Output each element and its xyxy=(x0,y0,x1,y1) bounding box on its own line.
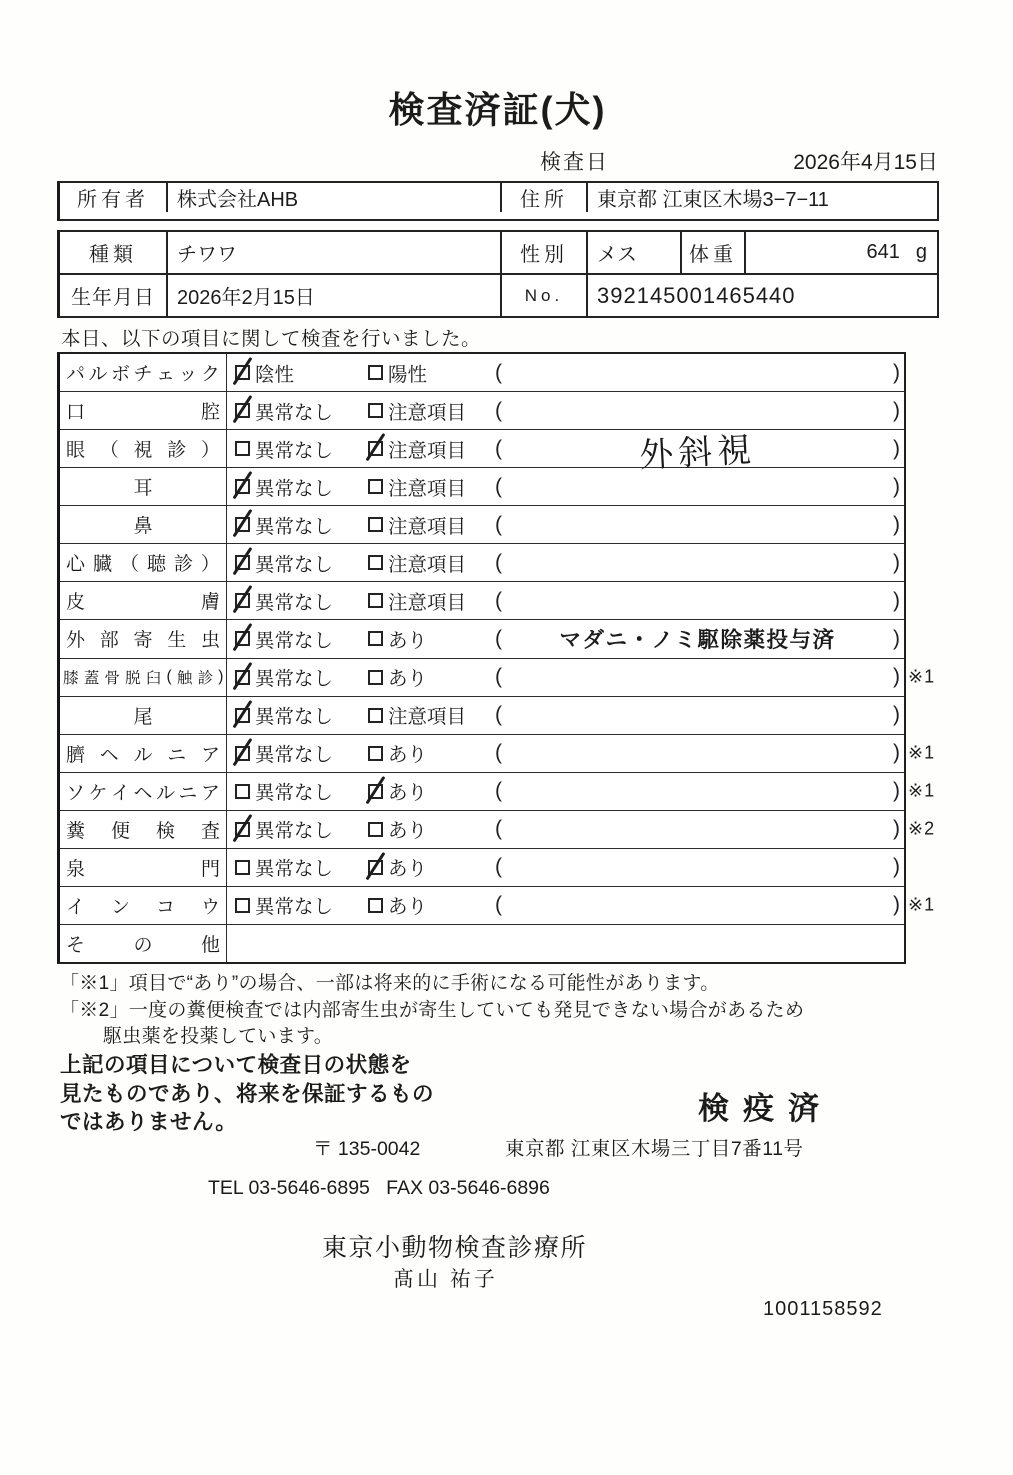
footnote-2-continued: 駆虫薬を投薬しています。 xyxy=(103,1026,334,1047)
option-1-label: 異常なし xyxy=(255,629,334,652)
inspection-row xyxy=(60,354,904,391)
birth-label: 生年月日 xyxy=(71,287,155,309)
footnote-ref: ※2 xyxy=(908,818,936,839)
paren-close: ) xyxy=(893,512,900,536)
option-2 xyxy=(368,354,427,391)
remark-value: 外斜視 xyxy=(638,431,758,476)
inspection-item-label: 口 腔 xyxy=(60,392,227,429)
option-2-label: あり xyxy=(388,629,428,652)
inspection-row-content xyxy=(227,887,936,924)
inspection-row-content xyxy=(227,430,904,476)
owner-row xyxy=(60,183,937,212)
option-2 xyxy=(368,735,427,772)
option-1 xyxy=(235,430,333,467)
option-2 xyxy=(368,582,466,619)
option-1-label: 異常なし xyxy=(255,782,334,805)
option-2-label: あり xyxy=(388,744,428,767)
checkmark-icon xyxy=(365,433,385,461)
inspection-row xyxy=(60,886,936,924)
inspection-row-content xyxy=(227,354,904,391)
inspection-item-label: 外 部 寄 生 虫 xyxy=(60,620,227,657)
weight-label: 体重 xyxy=(680,232,744,273)
option-2-label: 注意項目 xyxy=(388,439,467,462)
remark-field xyxy=(495,773,900,810)
checkmark-icon xyxy=(232,547,252,575)
remark-field xyxy=(495,582,900,619)
sex-value: メス xyxy=(586,232,680,273)
option-1-label: 異常なし xyxy=(255,896,334,919)
option-1 xyxy=(235,773,333,810)
checkbox-icon xyxy=(235,403,250,418)
inspection-item-label: 尾 xyxy=(60,697,227,734)
no-label: No. xyxy=(500,275,586,316)
footnote-ref: ※1 xyxy=(908,894,936,915)
inspection-row-content xyxy=(227,925,904,962)
checkbox-icon xyxy=(235,555,250,570)
footnote-2: 「※2」一度の糞便検査では内部寄生虫が寄生していても発見できない場合があるため xyxy=(60,1000,805,1021)
document-title: 検査済証(犬) xyxy=(388,89,607,130)
paren-open: ( xyxy=(495,550,502,574)
checkbox-icon xyxy=(235,670,250,685)
footnote-ref: ※1 xyxy=(908,666,936,687)
checkbox-icon xyxy=(368,479,383,494)
inspection-row xyxy=(60,810,936,848)
option-2 xyxy=(368,659,427,696)
inspection-row-content xyxy=(227,582,904,619)
inspection-row-content xyxy=(227,773,936,810)
remark-field xyxy=(495,659,900,696)
serial-number: 1001158592 xyxy=(763,1298,883,1320)
checkbox-icon xyxy=(235,631,250,646)
paren-open: ( xyxy=(495,779,502,803)
option-1-label: 異常なし xyxy=(255,744,334,767)
checkbox-icon xyxy=(368,746,383,761)
option-1 xyxy=(235,811,333,848)
clinic-address: 東京都 江東区木場三丁目7番11号 xyxy=(505,1138,804,1160)
intro-text: 本日、以下の項目に関して検査を行いました。 xyxy=(61,328,482,350)
paren-close: ) xyxy=(893,588,900,612)
checkbox-icon xyxy=(235,517,250,532)
animal-table xyxy=(57,230,939,318)
option-2-label: 陽性 xyxy=(388,363,428,386)
inspection-row xyxy=(60,696,904,734)
checkbox-icon xyxy=(368,365,383,380)
paren-close: ) xyxy=(893,398,900,422)
checkbox-icon xyxy=(368,441,383,456)
address-label: 住所 xyxy=(500,183,586,212)
option-2 xyxy=(368,544,466,581)
inspection-item-label: 鼻 xyxy=(60,506,227,543)
remark-field xyxy=(495,887,900,924)
checkmark-icon xyxy=(232,471,252,499)
checkbox-icon xyxy=(368,784,383,799)
option-1 xyxy=(235,697,333,734)
remark-field xyxy=(495,430,900,476)
paren-open: ( xyxy=(495,626,502,650)
option-1 xyxy=(235,659,333,696)
checkbox-icon xyxy=(235,708,250,723)
option-2-label: あり xyxy=(388,782,428,805)
option-1-label: 異常なし xyxy=(255,439,334,462)
checkbox-icon xyxy=(368,860,383,875)
inspection-row-content xyxy=(227,735,936,772)
checkmark-icon xyxy=(232,509,252,537)
inspection-row xyxy=(60,467,904,505)
exam-date-label: 検査日 xyxy=(540,151,609,174)
inspection-row xyxy=(60,658,936,696)
inspection-item-label: そ の 他 xyxy=(60,925,227,962)
option-1-label: 異常なし xyxy=(255,477,334,500)
paren-close: ) xyxy=(893,550,900,574)
animal-row-1 xyxy=(60,232,937,273)
inspection-item-label: 糞 便 検 査 xyxy=(60,811,227,848)
paren-close: ) xyxy=(893,893,900,917)
paren-close: ) xyxy=(893,855,900,879)
checkbox-icon xyxy=(368,670,383,685)
checkbox-icon xyxy=(368,822,383,837)
option-2-label: 注意項目 xyxy=(388,553,467,576)
paren-close: ) xyxy=(893,779,900,803)
paren-open: ( xyxy=(495,474,502,498)
disclaimer-line-3: ではありません。 xyxy=(60,1110,238,1134)
disclaimer-line-2: 見たものであり、将来を保証するもの xyxy=(60,1081,435,1106)
inspection-row xyxy=(60,505,904,543)
inspection-row xyxy=(60,543,904,581)
option-2 xyxy=(368,773,427,810)
option-2 xyxy=(368,430,466,467)
paren-open: ( xyxy=(495,436,502,460)
remark-value: マダニ・ノミ駆除薬投与済 xyxy=(559,628,836,653)
remark-field xyxy=(495,697,900,734)
option-1-label: 異常なし xyxy=(255,401,334,424)
inspection-row-content xyxy=(227,849,904,886)
weight-unit: g xyxy=(915,241,927,263)
option-2-label: あり xyxy=(388,896,428,919)
option-2-label: 注意項目 xyxy=(388,591,467,614)
paren-close: ) xyxy=(893,474,900,498)
checkbox-icon xyxy=(235,746,250,761)
inspection-row xyxy=(60,581,904,619)
option-2-label: あり xyxy=(388,820,428,843)
option-2 xyxy=(368,849,427,886)
option-2-label: 注意項目 xyxy=(388,515,467,538)
option-1-label: 異常なし xyxy=(255,858,334,881)
option-1 xyxy=(235,468,333,505)
inspection-item-label: ソ ケ イ ヘ ル ニ ア xyxy=(60,773,227,810)
quarantine-passed-stamp: 検疫済 xyxy=(698,1091,833,1126)
disclaimer-line-1: 上記の項目について検査日の状態を xyxy=(60,1053,412,1077)
checkbox-icon xyxy=(368,593,383,608)
footnote-ref: ※1 xyxy=(908,780,936,801)
remark-field xyxy=(495,354,900,391)
option-2-label: あり xyxy=(388,858,428,881)
paren-close: ) xyxy=(893,741,900,765)
owner-value: 株式会社AHB xyxy=(166,183,500,212)
option-1-label: 異常なし xyxy=(255,706,334,729)
option-2 xyxy=(368,620,427,657)
inspection-row xyxy=(60,772,936,810)
option-2 xyxy=(368,392,466,429)
remark-field xyxy=(495,735,900,772)
option-1 xyxy=(235,735,333,772)
option-2 xyxy=(368,506,466,543)
option-1 xyxy=(235,887,333,924)
inspection-row-content xyxy=(227,620,904,657)
paren-open: ( xyxy=(495,703,502,727)
inspection-table xyxy=(57,352,936,964)
option-1-label: 異常なし xyxy=(255,820,334,843)
option-2-label: 注意項目 xyxy=(388,477,467,500)
paren-close: ) xyxy=(893,626,900,650)
checkbox-icon xyxy=(235,365,250,380)
option-2 xyxy=(368,811,427,848)
option-1-label: 異常なし xyxy=(255,515,334,538)
inspection-item-label: 眼 （ 視 診 ） xyxy=(60,430,227,467)
checkmark-icon xyxy=(232,585,252,613)
inspection-item-label: 心 臓 （ 聴 診 ） xyxy=(60,544,227,581)
inspection-row-content xyxy=(227,544,904,581)
checkbox-icon xyxy=(368,517,383,532)
option-1-label: 陰性 xyxy=(255,363,295,386)
checkmark-icon xyxy=(365,852,385,880)
paren-open: ( xyxy=(495,398,502,422)
option-1 xyxy=(235,354,294,391)
checkmark-icon xyxy=(232,623,252,651)
checkmark-icon xyxy=(232,395,252,423)
inspection-row-content xyxy=(227,506,904,543)
checkmark-icon xyxy=(232,699,252,727)
footnote-ref: ※1 xyxy=(908,742,936,763)
breed-label: 種類 xyxy=(89,244,137,266)
animal-row-2 xyxy=(60,273,937,316)
option-1 xyxy=(235,506,333,543)
checkbox-icon xyxy=(368,708,383,723)
checkmark-icon xyxy=(232,738,252,766)
no-value: 392145001465440 xyxy=(586,275,937,316)
option-2-label: 注意項目 xyxy=(388,401,467,424)
footnote-1: 「※1」項目で“あり”の場合、一部は将来的に手術になる可能性があります。 xyxy=(60,973,720,994)
checkbox-icon xyxy=(235,898,250,913)
checkmark-icon xyxy=(365,776,385,804)
remark-field xyxy=(495,544,900,581)
inspection-row xyxy=(60,924,904,962)
inspection-item-label: 耳 xyxy=(60,468,227,505)
address-value: 東京都 江東区木場3−7−11 xyxy=(586,183,937,212)
owner-label: 所有者 xyxy=(77,189,149,211)
inspection-row-content xyxy=(227,697,904,734)
option-1-label: 異常なし xyxy=(255,591,334,614)
remark-field xyxy=(495,620,900,657)
checkmark-icon xyxy=(232,814,252,842)
inspection-row xyxy=(60,619,904,657)
checkbox-icon xyxy=(235,593,250,608)
checkmark-icon xyxy=(232,357,252,385)
paren-close: ) xyxy=(893,817,900,841)
inspection-row xyxy=(60,848,904,886)
paren-open: ( xyxy=(495,893,502,917)
checkbox-icon xyxy=(235,784,250,799)
option-1-label: 異常なし xyxy=(255,553,334,576)
option-2 xyxy=(368,697,466,734)
inspection-row-content xyxy=(227,811,936,848)
option-1 xyxy=(235,544,333,581)
disclaimer-text xyxy=(60,1051,434,1137)
remark-field xyxy=(495,506,900,543)
birth-value: 2026年2月15日 xyxy=(166,275,500,316)
inspection-row xyxy=(60,734,936,772)
paren-close: ) xyxy=(893,703,900,727)
weight-value: 641 xyxy=(866,241,900,263)
checkbox-icon xyxy=(235,860,250,875)
inspection-item-label: イ ン コ ウ xyxy=(60,887,227,924)
inspection-item-label: 皮 膚 xyxy=(60,582,227,619)
remark-field xyxy=(495,849,900,886)
checkbox-icon xyxy=(368,555,383,570)
option-1 xyxy=(235,620,333,657)
inspection-row-content xyxy=(227,659,936,696)
weight-cell xyxy=(744,232,937,273)
option-2 xyxy=(368,468,466,505)
veterinarian-name: 髙山 祐子 xyxy=(393,1268,498,1291)
clinic-name: 東京小動物検査診療所 xyxy=(322,1234,588,1262)
checkmark-icon xyxy=(232,661,252,689)
checkbox-icon xyxy=(368,631,383,646)
paren-open: ( xyxy=(495,665,502,689)
owner-table xyxy=(57,181,939,221)
option-1-label: 異常なし xyxy=(255,668,334,691)
inspection-item-label: 臍 ヘ ル ニ ア xyxy=(60,735,227,772)
checkbox-icon xyxy=(235,822,250,837)
option-1 xyxy=(235,849,333,886)
option-1 xyxy=(235,392,333,429)
paren-open: ( xyxy=(495,817,502,841)
option-2-label: あり xyxy=(388,668,428,691)
inspection-item-label: 泉 門 xyxy=(60,849,227,886)
clinic-tel-fax: TEL 03-5646-6895 FAX 03-5646-6896 xyxy=(208,1177,550,1199)
paren-close: ) xyxy=(893,360,900,384)
option-1 xyxy=(235,582,333,619)
paren-open: ( xyxy=(495,588,502,612)
checkbox-icon xyxy=(368,403,383,418)
clinic-postal-code: 〒 135-0042 xyxy=(313,1138,421,1160)
remark-field xyxy=(495,811,900,848)
paren-open: ( xyxy=(495,512,502,536)
breed-value: チワワ xyxy=(166,232,500,273)
sex-label: 性別 xyxy=(500,232,586,273)
checkbox-icon xyxy=(235,479,250,494)
checkbox-icon xyxy=(235,441,250,456)
option-2-label: 注意項目 xyxy=(388,706,467,729)
paren-close: ) xyxy=(893,665,900,689)
exam-date-value: 2026年4月15日 xyxy=(793,151,938,174)
paren-open: ( xyxy=(495,741,502,765)
inspection-row xyxy=(60,429,904,476)
checkbox-icon xyxy=(368,898,383,913)
paren-open: ( xyxy=(495,360,502,384)
inspection-item-label: パ ル ボ チ ェ ッ ク xyxy=(60,354,227,391)
inspection-item-label: 膝 蓋 骨 脱 臼 ( 触 診 ) xyxy=(60,659,227,696)
paren-open: ( xyxy=(495,855,502,879)
paren-close: ) xyxy=(893,436,900,460)
option-2 xyxy=(368,887,427,924)
